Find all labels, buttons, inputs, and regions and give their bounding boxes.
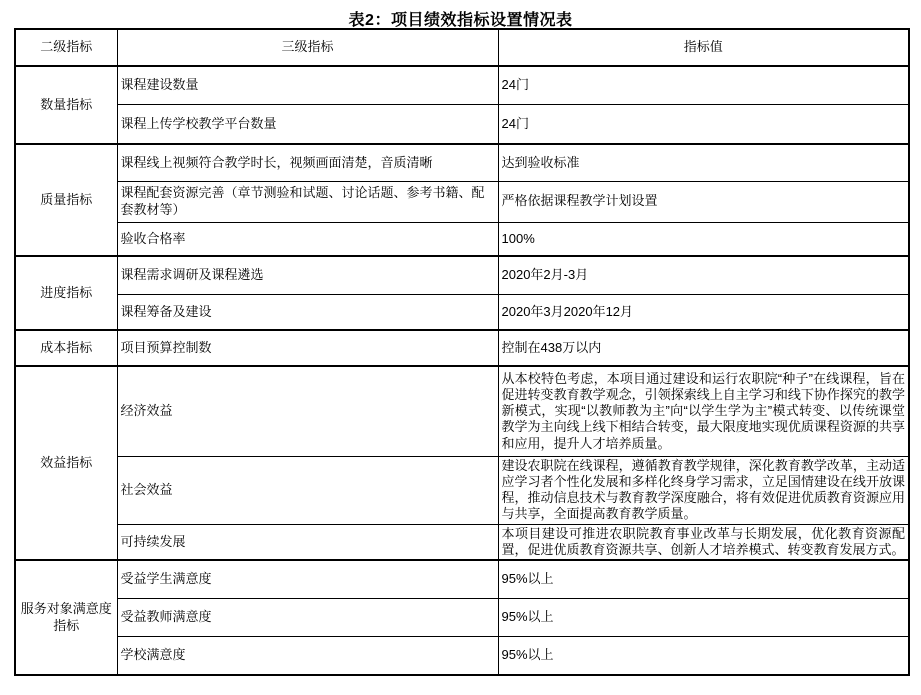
column-header-indicator-value: 指标值 (498, 29, 909, 66)
row-value: 建设农职院在线课程，遵循教育教学规律，深化教育教学改革，主动适应学习者个性化发展和多样化终身学习需求，立足国情建设在线开放课程，推动信息技术与教育教学深度融合，将有效促进优质教育资源应用与共享，全面提高教育教学质量。 (498, 456, 909, 524)
row-indicator: 可持续发展 (117, 524, 498, 560)
row-value: 严格依据课程教学计划设置 (498, 181, 909, 222)
row-value: 从本校特色考虑，本项目通过建设和运行农职院“种子”在线课程，旨在促进转变教育教学观念，引领探索线上自主学习和线下协作探究的教学新模式，实现“以教师教为主”向“以学生学为主”模式转变、以传统课堂教学为主向线上线下相结合转变，最大限度地实现优质课程资源的共享和应用，提升人才培养质量。 (498, 366, 909, 456)
section-label-quantity: 数量指标 (15, 66, 117, 144)
table-header-row (15, 29, 909, 66)
row-indicator: 课程线上视频符合教学时长，视频画面清楚，音质清晰 (117, 144, 498, 181)
section-label-progress: 进度指标 (15, 256, 117, 330)
row-indicator: 学校满意度 (117, 636, 498, 675)
table-row (15, 294, 909, 330)
table-row (15, 456, 909, 524)
column-header-secondary-indicator: 二级指标 (15, 29, 117, 66)
row-indicator: 社会效益 (117, 456, 498, 524)
column-header-tertiary-indicator: 三级指标 (117, 29, 498, 66)
row-indicator: 课程建设数量 (117, 66, 498, 104)
row-value: 100% (498, 222, 909, 256)
table-row (15, 66, 909, 104)
row-value: 95%以上 (498, 560, 909, 598)
row-indicator: 课程配套资源完善（章节测验和试题、讨论话题、参考书籍、配套教材等） (117, 181, 498, 222)
section-label-service-satisfaction: 服务对象满意度指标 (15, 560, 117, 675)
row-value: 95%以上 (498, 598, 909, 636)
row-value: 24门 (498, 104, 909, 144)
table-row (15, 104, 909, 144)
row-indicator: 验收合格率 (117, 222, 498, 256)
section-label-cost: 成本指标 (15, 330, 117, 366)
table-row (15, 598, 909, 636)
row-indicator: 课程需求调研及课程遴选 (117, 256, 498, 294)
table-row (15, 222, 909, 256)
row-value: 达到验收标准 (498, 144, 909, 181)
table-row (15, 560, 909, 598)
table-row (15, 366, 909, 456)
table-caption: 表2：项目绩效指标设置情况表 (348, 12, 573, 29)
row-value: 本项目建设可推进农职院教育事业改革与长期发展，优化教育资源配置，促进优质教育资源共享、创新人才培养模式、转变教育发展方式。 (498, 524, 909, 560)
row-value: 95%以上 (498, 636, 909, 675)
section-label-benefit: 效益指标 (15, 366, 117, 560)
row-value: 24门 (498, 66, 909, 104)
row-indicator: 受益教师满意度 (117, 598, 498, 636)
table-row (15, 256, 909, 294)
row-indicator: 课程上传学校教学平台数量 (117, 104, 498, 144)
table-row (15, 330, 909, 366)
table-row (15, 181, 909, 222)
performance-indicator-table (14, 28, 910, 676)
row-indicator: 项目预算控制数 (117, 330, 498, 366)
row-value: 控制在438万以内 (498, 330, 909, 366)
row-indicator: 经济效益 (117, 366, 498, 456)
row-indicator: 受益学生满意度 (117, 560, 498, 598)
row-value: 2020年3月2020年12月 (498, 294, 909, 330)
row-value: 2020年2月-3月 (498, 256, 909, 294)
table-row (15, 636, 909, 675)
section-label-quality: 质量指标 (15, 144, 117, 256)
table-row (15, 524, 909, 560)
table-row (15, 144, 909, 181)
row-indicator: 课程筹备及建设 (117, 294, 498, 330)
